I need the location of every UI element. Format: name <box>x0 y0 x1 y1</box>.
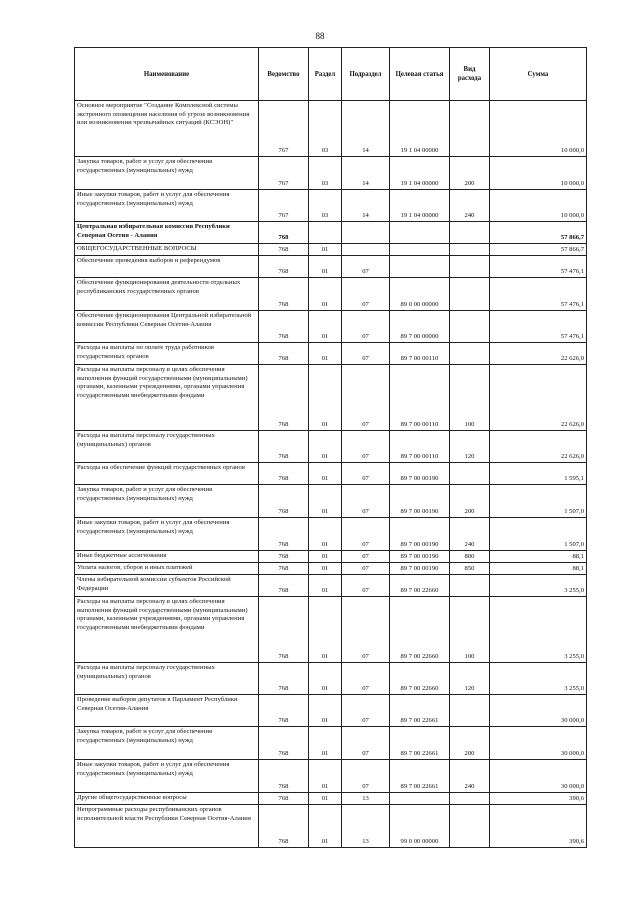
table-row <box>75 222 587 244</box>
cell-name: Иные закупки товаров, работ и услуг для обеспечения государственных (муниципальных) нужд <box>75 190 259 222</box>
cell-vid <box>450 244 490 256</box>
cell-ved: 768 <box>259 222 309 244</box>
table-row <box>75 695 587 727</box>
cell-statya: 19 1 04 00000 <box>390 157 450 190</box>
cell-podrazdel: 07 <box>342 760 390 793</box>
table-row <box>75 190 587 222</box>
cell-name: Проведение выборов депутатов в Парламент Республики Северная Осетия-Алания <box>75 695 259 727</box>
cell-statya <box>390 793 450 805</box>
cell-statya: 99 0 00 00000 <box>390 805 450 848</box>
cell-name: Обеспечение проведения выборов и референдумов <box>75 256 259 278</box>
cell-name: Расходы на выплаты персоналу в целях обеспечения выполнения функций государственными (муниципальными) органами, казенными учреждениями, органами управления государственными внебюджетными фондами <box>75 597 259 663</box>
cell-name: Обеспечение функционирования деятельности отдельных республиканских государственных органов <box>75 278 259 311</box>
cell-summa: 88,1 <box>490 551 587 563</box>
cell-razdel: 01 <box>309 551 342 563</box>
cell-vid <box>450 256 490 278</box>
cell-podrazdel: 13 <box>342 805 390 848</box>
cell-razdel: 03 <box>309 190 342 222</box>
cell-podrazdel: 07 <box>342 256 390 278</box>
cell-razdel: 01 <box>309 563 342 575</box>
cell-podrazdel: 14 <box>342 190 390 222</box>
cell-ved: 768 <box>259 727 309 760</box>
cell-statya: 89 7 00 22661 <box>390 727 450 760</box>
table-row <box>75 431 587 463</box>
table-row <box>75 343 587 365</box>
cell-statya: 89 7 00 00110 <box>390 431 450 463</box>
cell-vid: 800 <box>450 551 490 563</box>
cell-name: Закупка товаров, работ и услуг для обеспечения государственных (муниципальных) нужд <box>75 157 259 190</box>
cell-vid: 200 <box>450 727 490 760</box>
cell-name: Закупка товаров, работ и услуг для обеспечения государственных (муниципальных) нужд <box>75 485 259 518</box>
cell-statya: 89 7 00 00190 <box>390 518 450 551</box>
cell-vid <box>450 311 490 343</box>
cell-statya: 89 7 00 22660 <box>390 575 450 597</box>
cell-ved: 768 <box>259 485 309 518</box>
cell-summa: 57 866,7 <box>490 222 587 244</box>
cell-ved: 768 <box>259 663 309 695</box>
table-row <box>75 760 587 793</box>
table-row <box>75 485 587 518</box>
cell-vid <box>450 463 490 485</box>
cell-name: Иные бюджетные ассигнования <box>75 551 259 563</box>
cell-podrazdel: 07 <box>342 695 390 727</box>
cell-statya: 89 7 00 22661 <box>390 760 450 793</box>
cell-summa: 22 626,0 <box>490 431 587 463</box>
table-row <box>75 727 587 760</box>
table-row <box>75 597 587 663</box>
cell-vid: 200 <box>450 157 490 190</box>
cell-summa: 57 476,1 <box>490 311 587 343</box>
cell-razdel: 01 <box>309 463 342 485</box>
cell-ved: 767 <box>259 190 309 222</box>
cell-statya: 89 7 00 00110 <box>390 343 450 365</box>
cell-podrazdel: 07 <box>342 597 390 663</box>
cell-podrazdel <box>342 244 390 256</box>
cell-summa: 57 476,1 <box>490 256 587 278</box>
cell-statya: 89 7 00 00190 <box>390 551 450 563</box>
cell-podrazdel: 07 <box>342 518 390 551</box>
cell-razdel: 01 <box>309 663 342 695</box>
cell-vid <box>450 575 490 597</box>
cell-summa: 88,1 <box>490 563 587 575</box>
cell-summa: 30 000,0 <box>490 760 587 793</box>
cell-podrazdel <box>342 222 390 244</box>
cell-name: Расходы на выплаты персоналу в целях обеспечения выполнения функций государственными (муниципальными) органами, казенными учреждениями, органами управления государственными внебюджетными фондами <box>75 365 259 431</box>
table-row <box>75 244 587 256</box>
cell-name: Члены избирательной комиссии субъектов Российской Федерации <box>75 575 259 597</box>
cell-summa: 10 000,0 <box>490 157 587 190</box>
cell-statya: 89 7 00 00000 <box>390 311 450 343</box>
cell-razdel: 01 <box>309 518 342 551</box>
cell-razdel: 01 <box>309 727 342 760</box>
cell-statya: 89 7 00 00190 <box>390 563 450 575</box>
cell-razdel: 01 <box>309 256 342 278</box>
cell-name: Непрограммные расходы республиканских органов исполнительной власти Республики Северная Осетия-Алания <box>75 805 259 848</box>
cell-ved: 768 <box>259 805 309 848</box>
cell-vid <box>450 695 490 727</box>
cell-summa: 390,6 <box>490 805 587 848</box>
cell-vid: 240 <box>450 760 490 793</box>
cell-razdel: 01 <box>309 365 342 431</box>
table-row <box>75 256 587 278</box>
cell-ved: 768 <box>259 431 309 463</box>
cell-vid: 850 <box>450 563 490 575</box>
cell-ved: 768 <box>259 463 309 485</box>
cell-name: Другие общегосударственные вопросы <box>75 793 259 805</box>
table-header-row <box>75 48 587 101</box>
header-vid: Вид расхода <box>450 48 490 101</box>
cell-summa: 1 595,1 <box>490 463 587 485</box>
cell-vid <box>450 101 490 157</box>
cell-name: Центральная избирательная комиссия Республики Северная Осетия - Алания <box>75 222 259 244</box>
cell-razdel: 03 <box>309 157 342 190</box>
cell-vid: 200 <box>450 485 490 518</box>
cell-vid: 240 <box>450 190 490 222</box>
cell-statya: 89 7 00 00190 <box>390 485 450 518</box>
table-row <box>75 101 587 157</box>
table-row <box>75 157 587 190</box>
cell-name: Иные закупки товаров, работ и услуг для обеспечения государственных (муниципальных) нужд <box>75 760 259 793</box>
cell-ved: 768 <box>259 343 309 365</box>
cell-summa: 30 000,0 <box>490 695 587 727</box>
cell-ved: 768 <box>259 575 309 597</box>
cell-razdel: 01 <box>309 695 342 727</box>
cell-vid <box>450 222 490 244</box>
cell-podrazdel: 07 <box>342 431 390 463</box>
cell-summa: 57 476,1 <box>490 278 587 311</box>
cell-summa: 1 507,0 <box>490 485 587 518</box>
cell-summa: 22 626,0 <box>490 365 587 431</box>
cell-ved: 768 <box>259 278 309 311</box>
cell-name: Основное мероприятие "Создание Комплексной системы экстренного оповещения населения об угрозе возникновения или возникновении чрезвычайных ситуаций (КСЭОН)" <box>75 101 259 157</box>
table-row <box>75 365 587 431</box>
cell-summa: 10 000,0 <box>490 190 587 222</box>
cell-ved: 768 <box>259 311 309 343</box>
cell-podrazdel: 07 <box>342 485 390 518</box>
cell-ved: 768 <box>259 518 309 551</box>
cell-razdel: 01 <box>309 805 342 848</box>
cell-ved: 768 <box>259 244 309 256</box>
cell-statya: 89 0 00 00000 <box>390 278 450 311</box>
cell-vid <box>450 343 490 365</box>
cell-podrazdel: 07 <box>342 365 390 431</box>
cell-summa: 1 507,0 <box>490 518 587 551</box>
page-number: 88 <box>315 31 325 41</box>
header-name: Наименование <box>75 48 259 101</box>
cell-razdel: 01 <box>309 597 342 663</box>
cell-name: Расходы на обеспечение функций государственных органов <box>75 463 259 485</box>
cell-summa: 10 000,0 <box>490 101 587 157</box>
table-row <box>75 518 587 551</box>
cell-podrazdel: 13 <box>342 793 390 805</box>
cell-razdel: 03 <box>309 101 342 157</box>
cell-razdel: 01 <box>309 278 342 311</box>
table-row <box>75 551 587 563</box>
cell-razdel: 01 <box>309 343 342 365</box>
cell-podrazdel: 07 <box>342 311 390 343</box>
cell-name: Уплата налогов, сборов и иных платежей <box>75 563 259 575</box>
cell-ved: 768 <box>259 551 309 563</box>
cell-vid: 120 <box>450 431 490 463</box>
cell-podrazdel: 07 <box>342 463 390 485</box>
cell-name: Иные закупки товаров, работ и услуг для обеспечения государственных (муниципальных) нужд <box>75 518 259 551</box>
table-row <box>75 311 587 343</box>
cell-razdel: 01 <box>309 244 342 256</box>
cell-ved: 768 <box>259 760 309 793</box>
cell-statya: 89 7 00 22661 <box>390 695 450 727</box>
cell-podrazdel: 07 <box>342 663 390 695</box>
cell-statya: 19 1 04 00000 <box>390 190 450 222</box>
table-row <box>75 463 587 485</box>
cell-vid <box>450 793 490 805</box>
cell-statya: 89 7 00 22660 <box>390 597 450 663</box>
table-row <box>75 663 587 695</box>
cell-vid <box>450 278 490 311</box>
cell-razdel <box>309 222 342 244</box>
cell-statya <box>390 222 450 244</box>
cell-razdel: 01 <box>309 760 342 793</box>
cell-summa: 390,6 <box>490 793 587 805</box>
header-statya: Целевая статья <box>390 48 450 101</box>
cell-summa: 3 255,0 <box>490 597 587 663</box>
cell-name: Обеспечение функционирования Центральной избирательной комиссии Республики Северная Осетия-Алания <box>75 311 259 343</box>
cell-vid: 100 <box>450 365 490 431</box>
cell-razdel: 01 <box>309 431 342 463</box>
cell-ved: 767 <box>259 157 309 190</box>
cell-name: ОБЩЕГОСУДАРСТВЕННЫЕ ВОПРОСЫ <box>75 244 259 256</box>
cell-podrazdel: 07 <box>342 343 390 365</box>
cell-summa: 57 866,7 <box>490 244 587 256</box>
table-row <box>75 563 587 575</box>
header-podrazdel: Подраздел <box>342 48 390 101</box>
cell-ved: 768 <box>259 563 309 575</box>
cell-statya: 89 7 00 00190 <box>390 463 450 485</box>
cell-razdel: 01 <box>309 575 342 597</box>
cell-name: Расходы на выплаты по оплате труда работников государственных органов <box>75 343 259 365</box>
header-summa: Сумма <box>490 48 587 101</box>
cell-ved: 768 <box>259 365 309 431</box>
cell-podrazdel: 07 <box>342 575 390 597</box>
table-row <box>75 575 587 597</box>
cell-summa: 30 000,0 <box>490 727 587 760</box>
cell-statya: 89 7 00 00110 <box>390 365 450 431</box>
cell-name: Закупка товаров, работ и услуг для обеспечения государственных (муниципальных) нужд <box>75 727 259 760</box>
table-row <box>75 278 587 311</box>
cell-name: Расходы на выплаты персоналу государственных (муниципальных) органов <box>75 431 259 463</box>
cell-statya <box>390 256 450 278</box>
cell-ved: 768 <box>259 695 309 727</box>
cell-razdel: 01 <box>309 485 342 518</box>
cell-ved: 768 <box>259 793 309 805</box>
cell-statya: 89 7 00 22660 <box>390 663 450 695</box>
cell-vid: 120 <box>450 663 490 695</box>
cell-podrazdel: 14 <box>342 157 390 190</box>
cell-razdel: 01 <box>309 311 342 343</box>
table-row <box>75 805 587 848</box>
cell-ved: 768 <box>259 597 309 663</box>
cell-ved: 768 <box>259 256 309 278</box>
cell-razdel: 01 <box>309 793 342 805</box>
table-row <box>75 793 587 805</box>
cell-ved: 767 <box>259 101 309 157</box>
cell-summa: 3 255,0 <box>490 575 587 597</box>
cell-summa: 22 626,0 <box>490 343 587 365</box>
header-vedomstvo: Ведомство <box>259 48 309 101</box>
budget-table <box>74 47 587 848</box>
header-razdel: Раздел <box>309 48 342 101</box>
cell-vid: 100 <box>450 597 490 663</box>
cell-vid <box>450 805 490 848</box>
cell-podrazdel: 07 <box>342 551 390 563</box>
cell-statya <box>390 244 450 256</box>
cell-podrazdel: 14 <box>342 101 390 157</box>
cell-podrazdel: 07 <box>342 563 390 575</box>
cell-statya: 19 1 04 00000 <box>390 101 450 157</box>
cell-podrazdel: 07 <box>342 278 390 311</box>
cell-vid: 240 <box>450 518 490 551</box>
cell-summa: 3 255,0 <box>490 663 587 695</box>
cell-name: Расходы на выплаты персоналу государственных (муниципальных) органов <box>75 663 259 695</box>
cell-podrazdel: 07 <box>342 727 390 760</box>
